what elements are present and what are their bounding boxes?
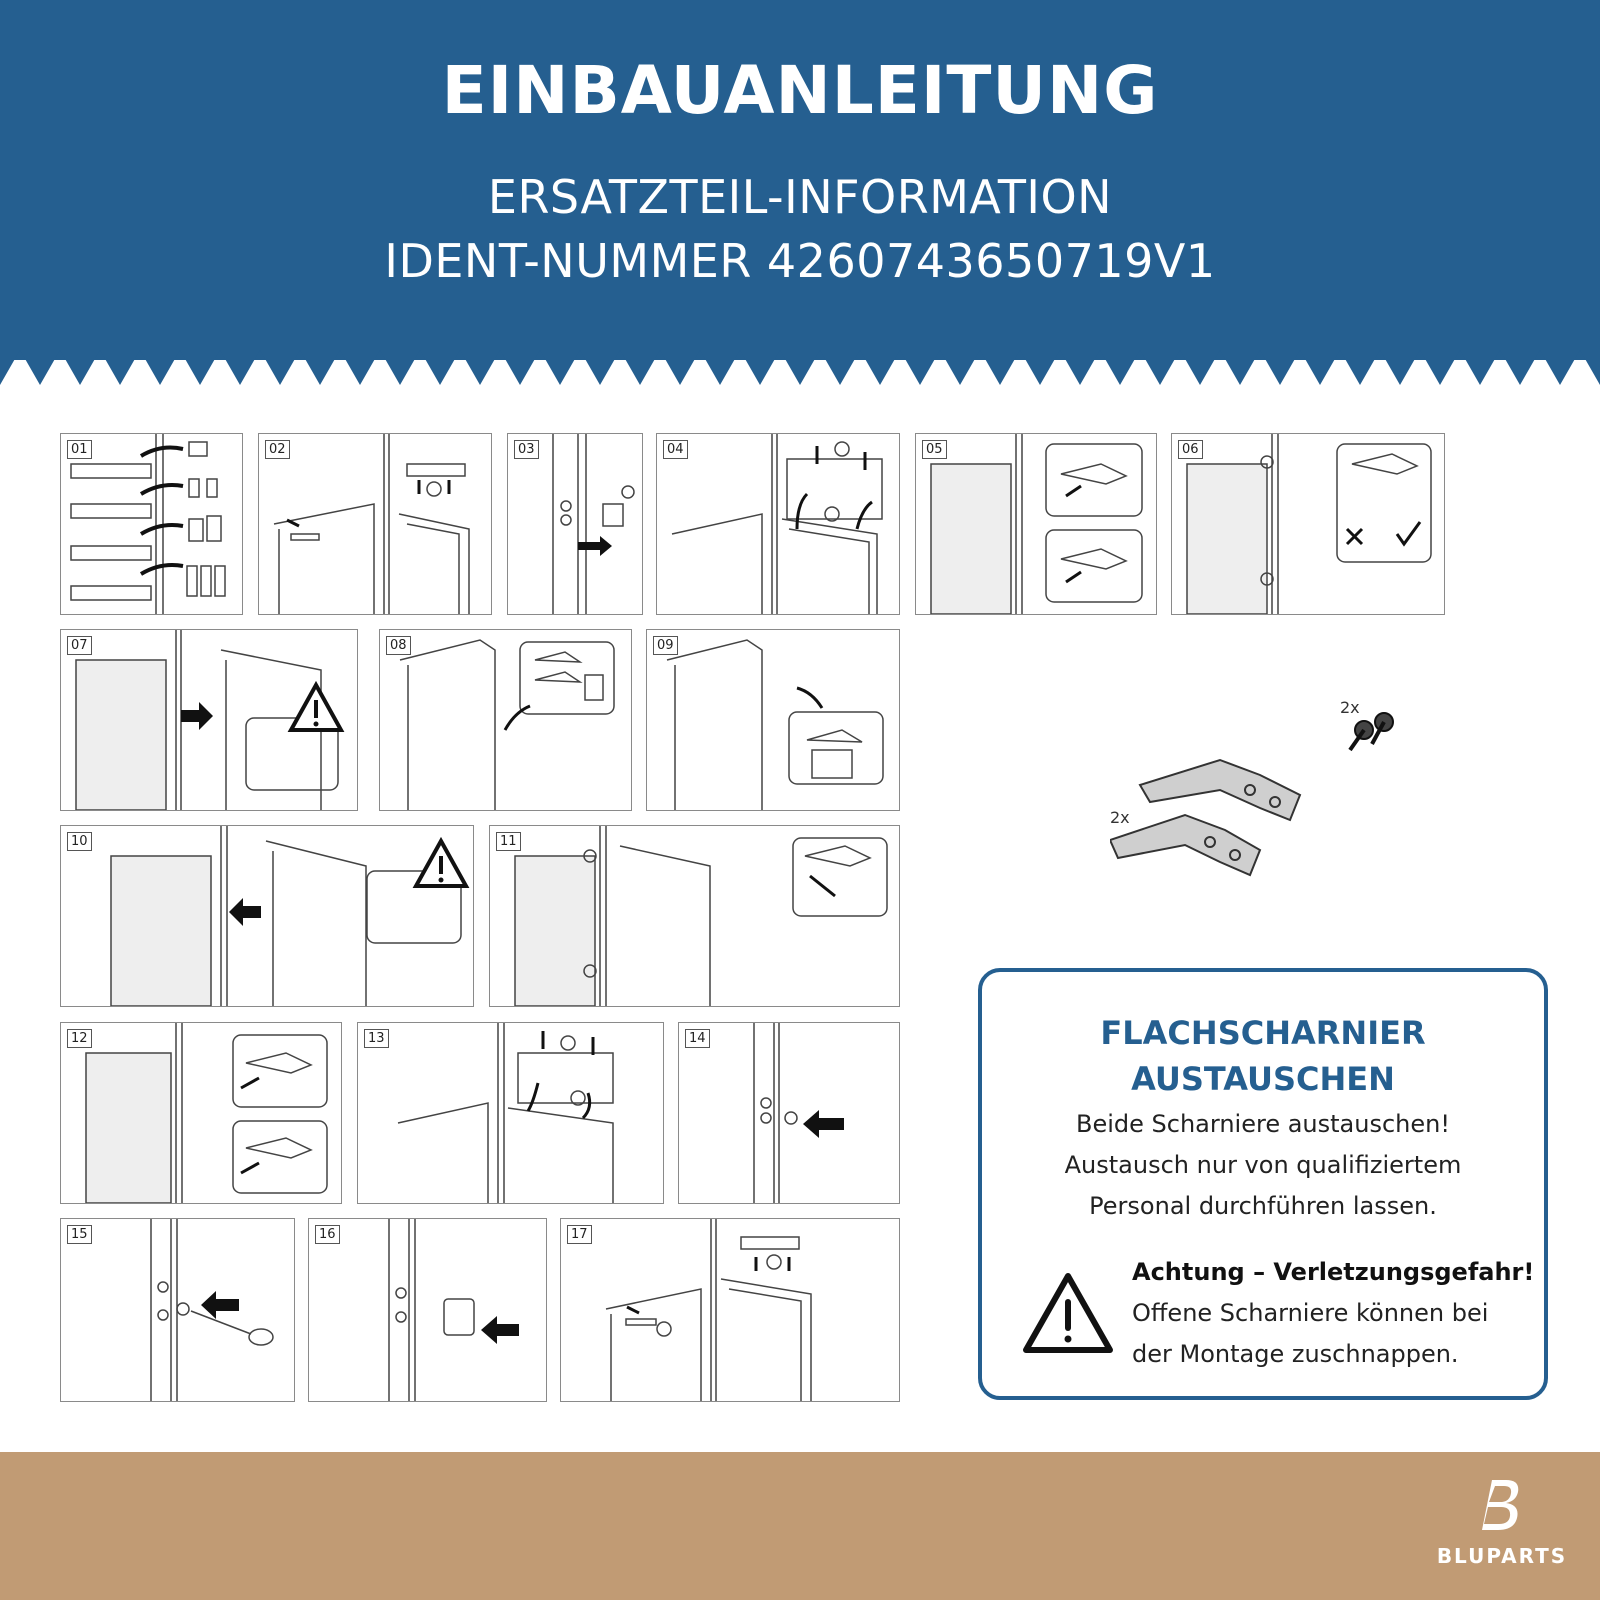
warning-icon bbox=[1020, 1270, 1116, 1356]
warning-title: Achtung – Verletzungsgefahr! bbox=[1132, 1258, 1535, 1286]
step-illustration bbox=[490, 826, 899, 1006]
step-panel-12 bbox=[60, 1022, 342, 1204]
warning-line1: Offene Scharniere können bei bbox=[1132, 1299, 1489, 1327]
step-number: 04 bbox=[663, 440, 688, 459]
step-panel-06 bbox=[1171, 433, 1445, 615]
step-number: 13 bbox=[364, 1029, 389, 1048]
step-illustration bbox=[61, 1219, 294, 1401]
step-illustration bbox=[309, 1219, 546, 1401]
step-number: 09 bbox=[653, 636, 678, 655]
info-line1: Beide Scharniere austauschen! bbox=[1076, 1110, 1450, 1138]
info-line2: Austausch nur von qualifiziertem bbox=[1064, 1151, 1462, 1179]
info-title-line1: FLACHSCHARNIER bbox=[1100, 1014, 1426, 1052]
warning-line2: der Montage zuschnappen. bbox=[1132, 1340, 1459, 1368]
step-number: 12 bbox=[67, 1029, 92, 1048]
step-panel-07 bbox=[60, 629, 358, 811]
step-panel-03 bbox=[507, 433, 643, 615]
info-box bbox=[978, 968, 1548, 1400]
step-number: 14 bbox=[685, 1029, 710, 1048]
hinge-and-screws-image bbox=[1110, 690, 1440, 900]
step-panel-04 bbox=[656, 433, 900, 615]
info-text bbox=[982, 1104, 1544, 1227]
step-panel-02 bbox=[258, 433, 492, 615]
screws-quantity: 2x bbox=[1340, 698, 1360, 717]
step-panel-13 bbox=[357, 1022, 664, 1204]
step-illustration bbox=[61, 434, 242, 614]
page-title: EINBAUANLEITUNG bbox=[441, 52, 1159, 129]
step-number: 06 bbox=[1178, 440, 1203, 459]
step-number: 16 bbox=[315, 1225, 340, 1244]
hinges-quantity: 2x bbox=[1110, 808, 1130, 827]
step-panel-17 bbox=[560, 1218, 900, 1402]
step-illustration bbox=[647, 630, 899, 810]
step-illustration bbox=[679, 1023, 899, 1203]
step-number: 17 bbox=[567, 1225, 592, 1244]
info-title-line2: AUSTAUSCHEN bbox=[1131, 1060, 1395, 1098]
step-number: 11 bbox=[496, 832, 521, 851]
step-number: 05 bbox=[922, 440, 947, 459]
step-number: 10 bbox=[67, 832, 92, 851]
step-illustration bbox=[561, 1219, 899, 1401]
step-panel-11 bbox=[489, 825, 900, 1007]
info-line3: Personal durchführen lassen. bbox=[1089, 1192, 1437, 1220]
step-illustration bbox=[358, 1023, 663, 1203]
step-panel-08 bbox=[379, 629, 632, 811]
info-title bbox=[982, 1010, 1544, 1102]
step-panel-14 bbox=[678, 1022, 900, 1204]
warning-text bbox=[1132, 1293, 1542, 1375]
step-illustration bbox=[1172, 434, 1444, 614]
step-number: 02 bbox=[265, 440, 290, 459]
parts-illustration bbox=[1110, 690, 1440, 900]
header-banner bbox=[0, 0, 1600, 360]
step-number: 15 bbox=[67, 1225, 92, 1244]
step-panel-16 bbox=[308, 1218, 547, 1402]
step-panel-09 bbox=[646, 629, 900, 811]
step-panel-15 bbox=[60, 1218, 295, 1402]
step-illustration bbox=[380, 630, 631, 810]
step-number: 08 bbox=[386, 636, 411, 655]
footer-band bbox=[0, 1452, 1600, 1600]
step-illustration bbox=[259, 434, 491, 614]
step-panel-01 bbox=[60, 433, 243, 615]
step-illustration bbox=[916, 434, 1156, 614]
step-panel-10 bbox=[60, 825, 474, 1007]
page-subtitle: ERSATZTEIL-INFORMATION bbox=[487, 170, 1113, 224]
step-number: 03 bbox=[514, 440, 539, 459]
step-number: 01 bbox=[67, 440, 92, 459]
step-number: 07 bbox=[67, 636, 92, 655]
brand-name: BLUPARTS bbox=[1436, 1544, 1568, 1568]
step-illustration bbox=[508, 434, 642, 614]
bluparts-logo-icon bbox=[1472, 1474, 1530, 1534]
step-illustration bbox=[657, 434, 899, 614]
step-illustration bbox=[61, 1023, 341, 1203]
step-illustration bbox=[61, 630, 357, 810]
step-illustration bbox=[61, 826, 473, 1006]
step-panel-05 bbox=[915, 433, 1157, 615]
ident-number: IDENT-NUMMER 4260743650719V1 bbox=[384, 234, 1216, 288]
zigzag-edge bbox=[0, 345, 1600, 385]
